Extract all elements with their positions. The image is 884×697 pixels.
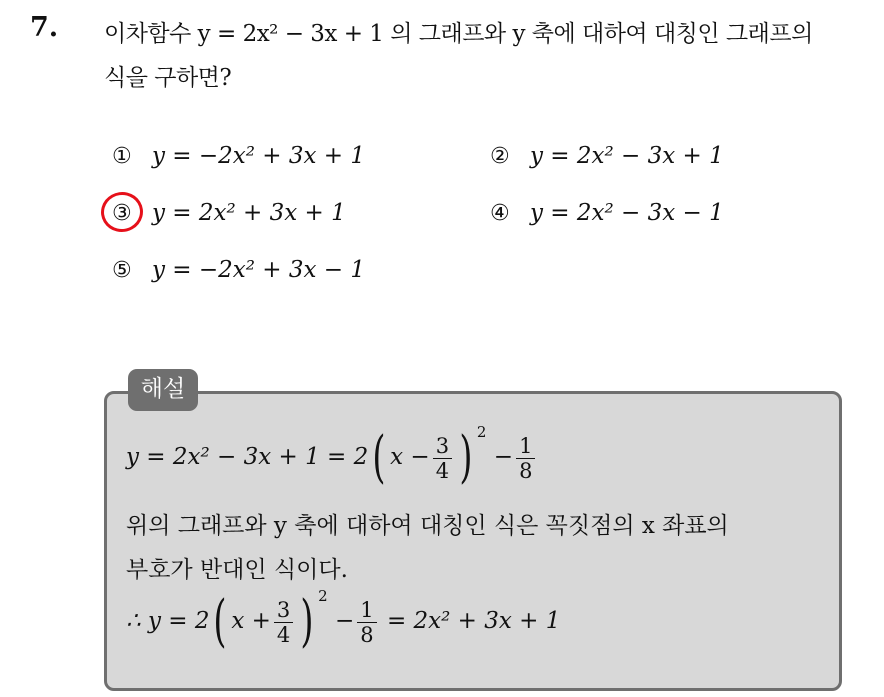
choice-4-expr: y = 2x² − 3x − 1: [530, 200, 724, 226]
choice-2-mark: ②: [490, 144, 510, 169]
solution-equation-1: y = 2x² − 3x + 1 = 2( x − $\frac{3}{4}$ ) $^2$ − $\frac{1}{8}$: [126, 430, 538, 486]
solution-text-1: 위의 그래프와 y 축에 대하여 대칭인 식은 꼭짓점의 x 좌표의: [126, 513, 729, 539]
choice-3[interactable]: [112, 200, 346, 226]
solution-equation-2: ∴ y = 2( x + $\frac{3}{4}$ ) $^2$ − $\frac{1}{8}$ = 2x² + 3x + 1: [126, 587, 561, 654]
choice-1-expr: y = −2x² + 3x + 1: [152, 143, 366, 169]
choice-1[interactable]: [112, 143, 365, 169]
question-line-1: 이차함수 y = 2x² − 3x + 1 의 그래프와 y 축에 대하여 대칭인 그래프의: [104, 21, 813, 47]
question-line-2: 식을 구하면?: [104, 65, 232, 91]
choice-2[interactable]: [490, 143, 724, 169]
choice-2-expr: y = 2x² − 3x + 1: [530, 143, 724, 169]
choice-4-mark: ④: [490, 201, 510, 226]
choice-5-expr: y = −2x² + 3x − 1: [152, 257, 366, 283]
choice-5-mark: ⑤: [112, 258, 132, 283]
fraction-three-quarters-2: $\frac{3}{4}$: [274, 598, 293, 647]
question-text: [104, 12, 864, 100]
solution-text-2: 부호가 반대인 식이다.: [126, 557, 348, 583]
choice-1-mark: ①: [112, 144, 132, 169]
fraction-one-eighth-2: $\frac{1}{8}$: [357, 598, 376, 647]
fraction-three-quarters: $\frac{3}{4}$: [433, 434, 452, 483]
fraction-one-eighth: $\frac{1}{8}$: [516, 434, 535, 483]
solution-label: 해설: [128, 369, 198, 411]
choice-3-mark: ③: [112, 201, 132, 226]
selected-answer-circle: [98, 189, 145, 234]
question-number: 7.: [30, 12, 59, 43]
choice-5[interactable]: [112, 257, 365, 283]
choice-3-expr: y = 2x² + 3x + 1: [152, 200, 346, 226]
choice-4[interactable]: [490, 200, 724, 226]
